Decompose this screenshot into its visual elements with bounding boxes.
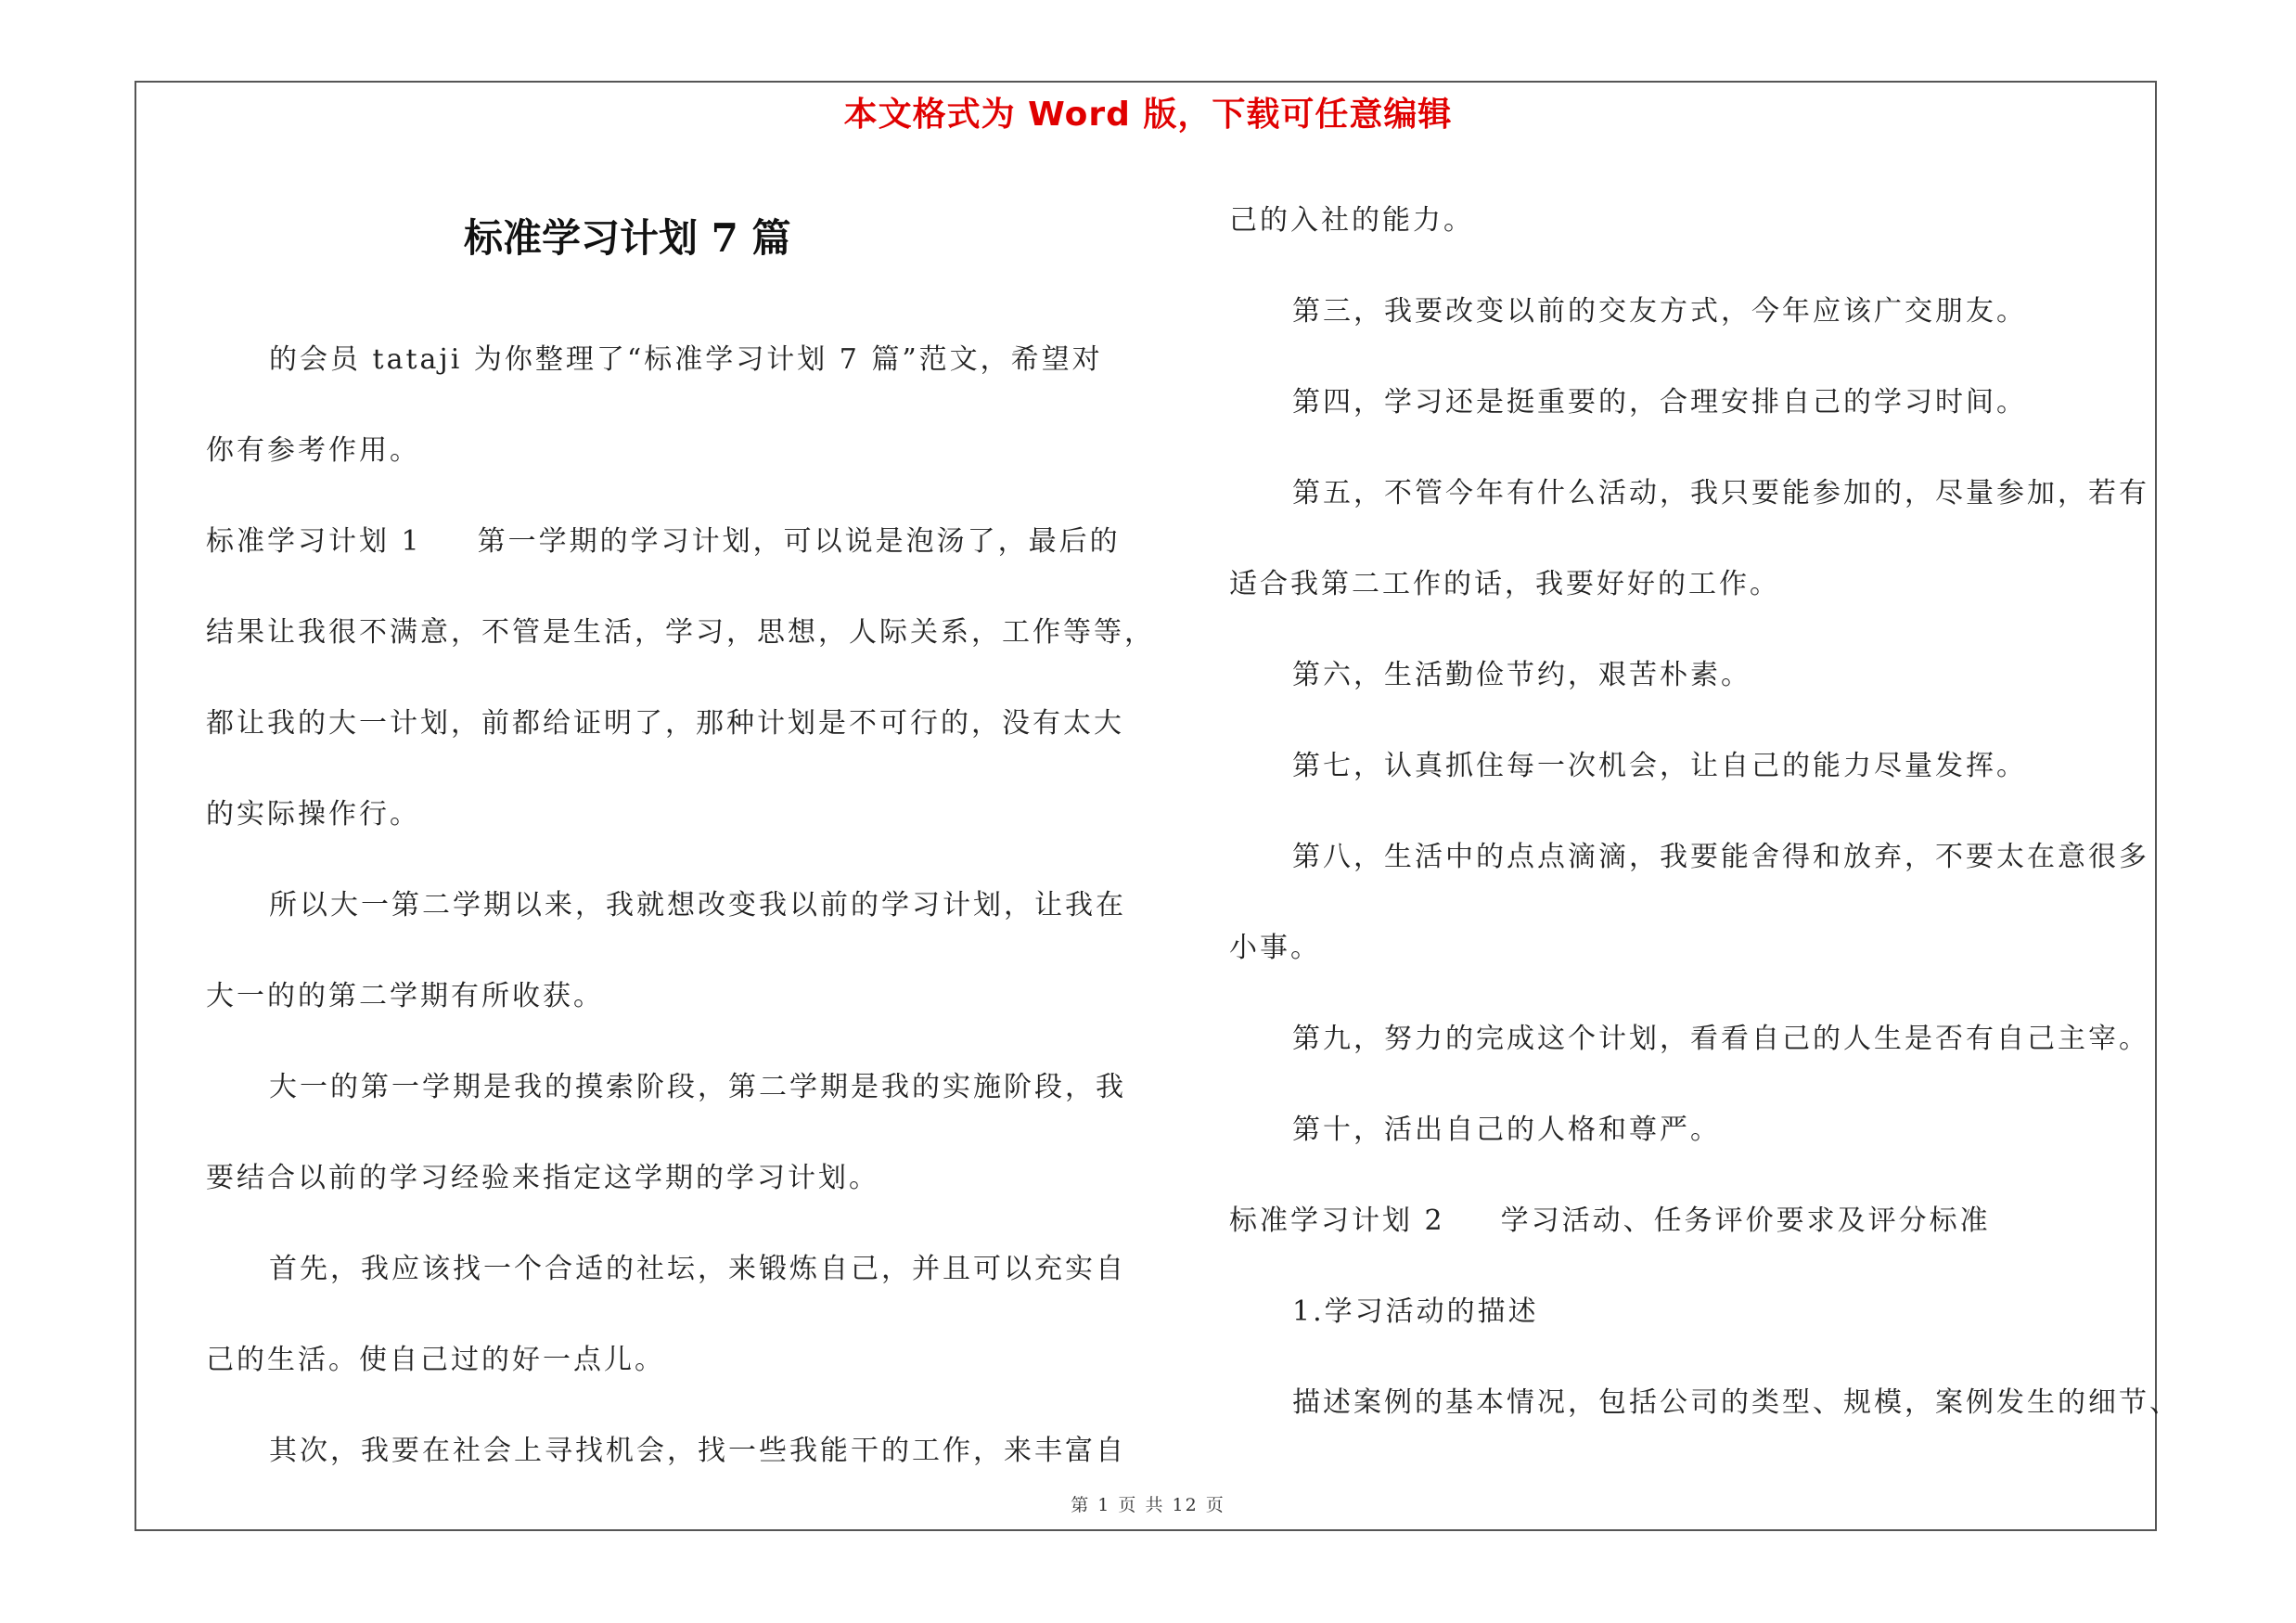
paragraph-line: 要结合以前的学习经验来指定这学期的学习计划。	[206, 1162, 879, 1194]
paragraph-text: 学习活动、任务评价要求及评分标准	[1500, 1204, 1991, 1237]
paragraph-line: 第十，活出自己的人格和尊严。	[1292, 1114, 1721, 1146]
section-heading: 标准学习计划 1	[206, 525, 422, 558]
page-number-footer: 第 1 页 共 12 页	[1071, 1495, 1225, 1515]
paragraph-line: 己的生活。使自己过的好一点儿。	[206, 1344, 665, 1376]
paragraph-line: 其次，我要在社会上寻找机会，找一些我能干的工作，来丰富自	[269, 1435, 1126, 1467]
paragraph-line: 第九，努力的完成这个计划，看看自己的人生是否有自己主宰。	[1292, 1023, 2149, 1055]
paragraph-line: 首先，我应该找一个合适的社坛，来锻炼自己，并且可以充实自	[269, 1253, 1126, 1285]
paragraph-line: 第八，生活中的点点滴滴，我要能舍得和放弃，不要太在意很多	[1292, 841, 2149, 873]
section-heading-line	[1229, 1197, 1991, 1238]
section-heading-line	[206, 518, 1121, 559]
paragraph-line: 都让我的大一计划，前都给证明了，那种计划是不可行的，没有太大	[206, 707, 1124, 740]
paragraph-line: 大一的第一学期是我的摸索阶段，第二学期是我的实施阶段，我	[269, 1071, 1126, 1103]
paragraph-line: 小事。	[1229, 932, 1321, 964]
paragraph-line: 第四，学习还是挺重要的，合理安排自己的学习时间。	[1292, 386, 2027, 419]
paragraph-line: 第五，不管今年有什么活动，我只要能参加的，尽量参加，若有	[1292, 477, 2149, 509]
paragraph-text: 第一学期的学习计划，可以说是泡汤了，最后的	[477, 525, 1121, 558]
paragraph-line: 第六，生活勤俭节约，艰苦朴素。	[1292, 659, 1751, 691]
paragraph-line: 1.学习活动的描述	[1292, 1295, 1539, 1328]
paragraph-line: 描述案例的基本情况，包括公司的类型、规模，案例发生的细节、	[1292, 1386, 2180, 1419]
document-title: 标准学习计划 7 篇	[464, 215, 791, 261]
paragraph-line: 的实际操作行。	[206, 798, 420, 831]
paragraph-line: 所以大一第二学期以来，我就想改变我以前的学习计划，让我在	[269, 889, 1126, 921]
paragraph-line: 第七，认真抓住每一次机会，让自己的能力尽量发挥。	[1292, 750, 2027, 782]
paragraph-line: 第三，我要改变以前的交友方式，今年应该广交朋友。	[1292, 295, 2027, 328]
paragraph-line: 大一的的第二学期有所收获。	[206, 980, 604, 1012]
paragraph-line: 的会员 tataji 为你整理了“标准学习计划 7 篇”范文，希望对	[269, 343, 1103, 376]
paragraph-line: 己的入社的能力。	[1229, 204, 1474, 237]
paragraph-line: 适合我第二工作的话，我要好好的工作。	[1229, 568, 1780, 600]
format-banner: 本文格式为 Word 版，下载可任意编辑	[843, 96, 1453, 134]
paragraph-line: 你有参考作用。	[206, 434, 420, 467]
section-heading: 标准学习计划 2	[1229, 1204, 1445, 1237]
paragraph-line: 结果让我很不满意，不管是生活，学习，思想，人际关系，工作等等，	[206, 616, 1155, 649]
